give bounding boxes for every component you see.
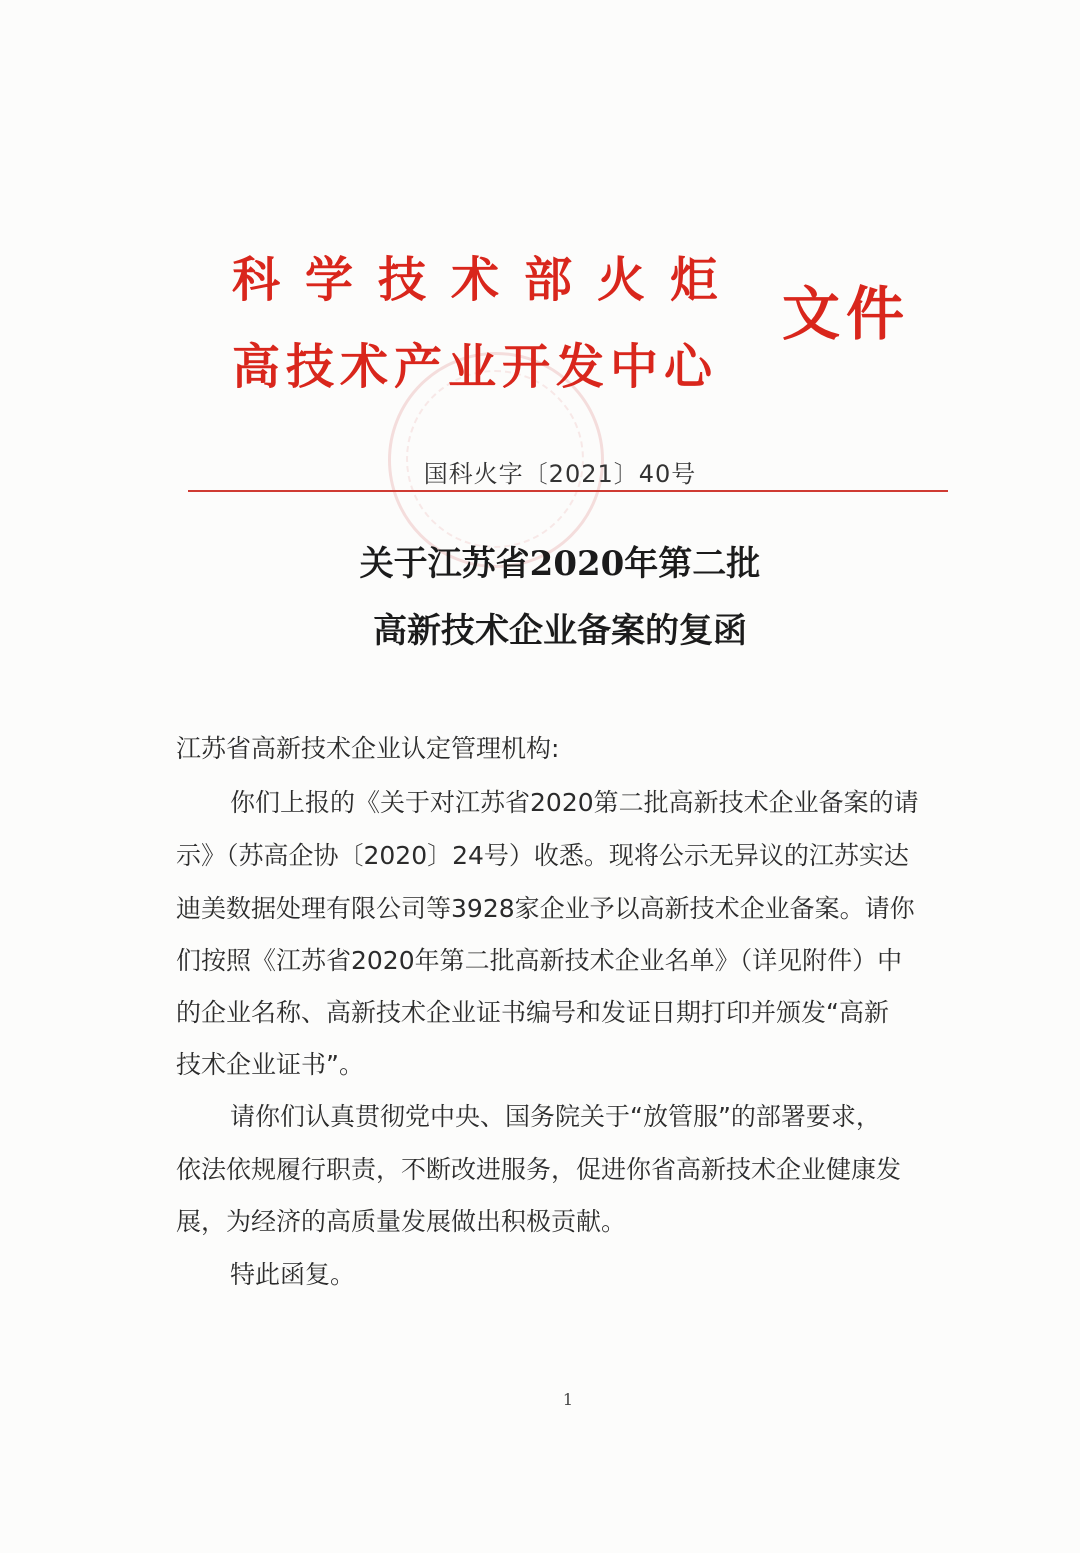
- paragraph1-line: 迪美数据处理有限公司等3928家企业予以高新技术企业备案。请你: [176, 894, 915, 923]
- header-issuer-line2: 高技术产业开发中心: [232, 339, 719, 395]
- paragraph2-line: 依法依规履行职责，不断改进服务，促进你省高新技术企业健康发: [176, 1155, 902, 1184]
- paragraph2-line: 请你们认真贯彻党中央、国务院关于“放管服”的部署要求，: [230, 1102, 881, 1131]
- paragraph1-line: 示》（苏高企协〔2020〕24号）收悉。现将公示无异议的江苏实达: [176, 841, 909, 870]
- paragraph1-line: 们按照《江苏省2020年第二批高新技术企业名单》（详见附件）中: [176, 946, 903, 975]
- paragraph1-line: 你们上报的《关于对江苏省2020第二批高新技术企业备案的请: [230, 788, 919, 817]
- salutation: 江苏省高新技术企业认定管理机构:: [176, 734, 560, 763]
- document-title-line2: 高新技术企业备案的复函: [373, 611, 747, 651]
- red-divider-rule: [188, 490, 948, 492]
- closing-line: 特此函复。: [230, 1260, 356, 1289]
- document-number: 国科火字〔2021〕40号: [423, 460, 697, 488]
- page-number: 1: [562, 1390, 574, 1409]
- header-file-label: 文件: [782, 280, 911, 348]
- header-issuer-line1: 科学技术部火炬: [232, 252, 744, 308]
- paragraph1-line: 的企业名称、高新技术企业证书编号和发证日期打印并颁发“高新: [176, 998, 889, 1027]
- document-title-line1: 关于江苏省2020年第二批: [359, 544, 761, 584]
- paragraph2-line: 展，为经济的高质量发展做出积极贡献。: [176, 1207, 627, 1236]
- paragraph1-line: 技术企业证书”。: [176, 1050, 364, 1079]
